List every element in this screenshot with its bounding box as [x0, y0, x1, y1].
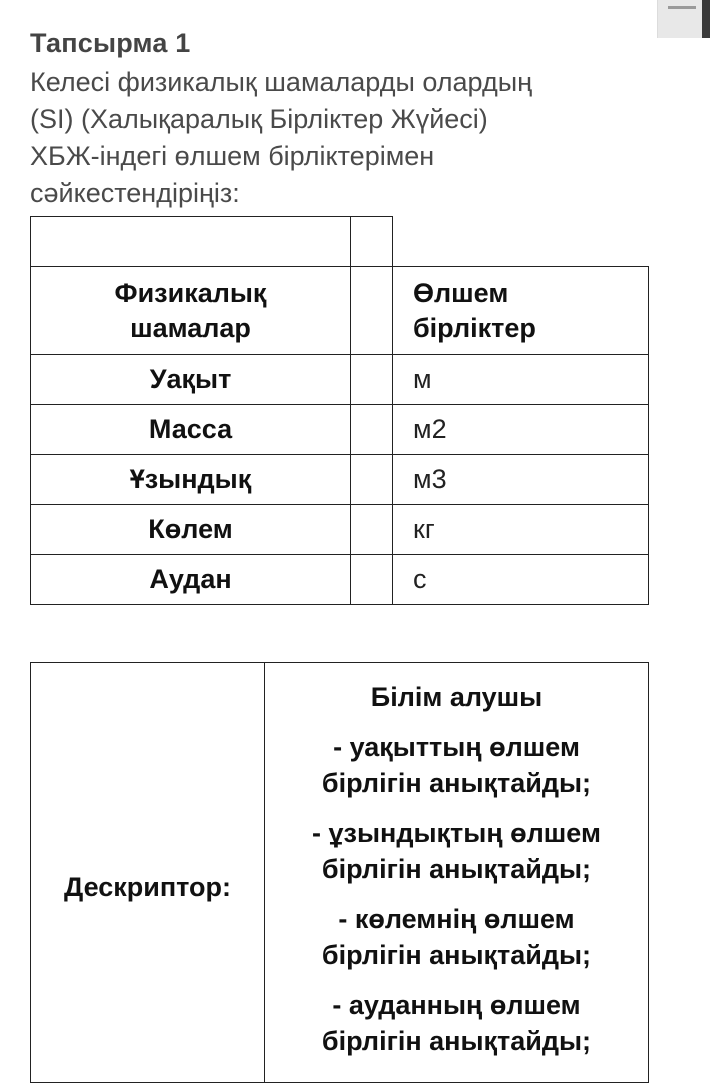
quantity-cell: Аудан — [31, 555, 351, 605]
descriptor-label: Дескриптор: — [31, 663, 265, 1083]
unit-cell: м2 — [393, 405, 649, 455]
descriptor-item: - ұзындықтың өлшем бірлігін анықтайды; — [312, 818, 601, 884]
match-cell — [351, 405, 393, 455]
task-instructions — [30, 64, 670, 212]
quantity-cell: Ұзындық — [31, 455, 351, 505]
quantity-cell: Масса — [31, 405, 351, 455]
task-title: Тапсырма 1 — [30, 28, 191, 58]
descriptor-intro: Білім алушы — [370, 682, 543, 712]
table-row — [31, 355, 649, 405]
match-cell — [351, 455, 393, 505]
match-cell — [351, 355, 393, 405]
unit-cell: м — [393, 355, 649, 405]
quantity-cell: Көлем — [31, 505, 351, 555]
descriptor-table — [30, 662, 649, 1083]
minimize-icon[interactable] — [657, 0, 710, 38]
unit-cell: м3 — [393, 455, 649, 505]
table-row — [31, 505, 649, 555]
table-row — [31, 217, 649, 267]
match-cell — [351, 555, 393, 605]
descriptor-item: - көлемнің өлшем бірлігін анықтайды; — [321, 904, 592, 970]
table-row — [31, 663, 649, 1083]
match-cell — [351, 505, 393, 555]
match-cell — [351, 267, 393, 355]
header-quantities: Физикалық шамалар — [31, 267, 351, 355]
table-row — [31, 555, 649, 605]
instruction-line: (SI) (Халықаралық Бірліктер Жүйесі) — [30, 104, 488, 134]
blank-cell — [351, 217, 393, 267]
blank-cell — [31, 217, 351, 267]
table-row — [31, 455, 649, 505]
descriptor-item: - уақыттың өлшем бірлігін анықтайды; — [321, 732, 592, 798]
table-row — [31, 405, 649, 455]
header-units: Өлшем бірліктер — [393, 267, 649, 355]
table-header-row — [31, 267, 649, 355]
blank-cell — [393, 217, 649, 267]
quantity-cell: Уақыт — [31, 355, 351, 405]
instruction-line: сәйкестендіріңіз: — [30, 178, 240, 208]
descriptor-body — [265, 663, 649, 1083]
unit-cell: кг — [393, 505, 649, 555]
descriptor-item: - ауданның өлшем бірлігін анықтайды; — [321, 990, 592, 1056]
top-bar — [0, 0, 709, 8]
unit-cell: с — [393, 555, 649, 605]
matching-table — [30, 216, 649, 605]
instruction-line: Келесі физикалық шамаларды олардың — [30, 67, 533, 97]
instruction-line: ХБЖ-індегі өлшем бірліктерімен — [30, 141, 435, 171]
